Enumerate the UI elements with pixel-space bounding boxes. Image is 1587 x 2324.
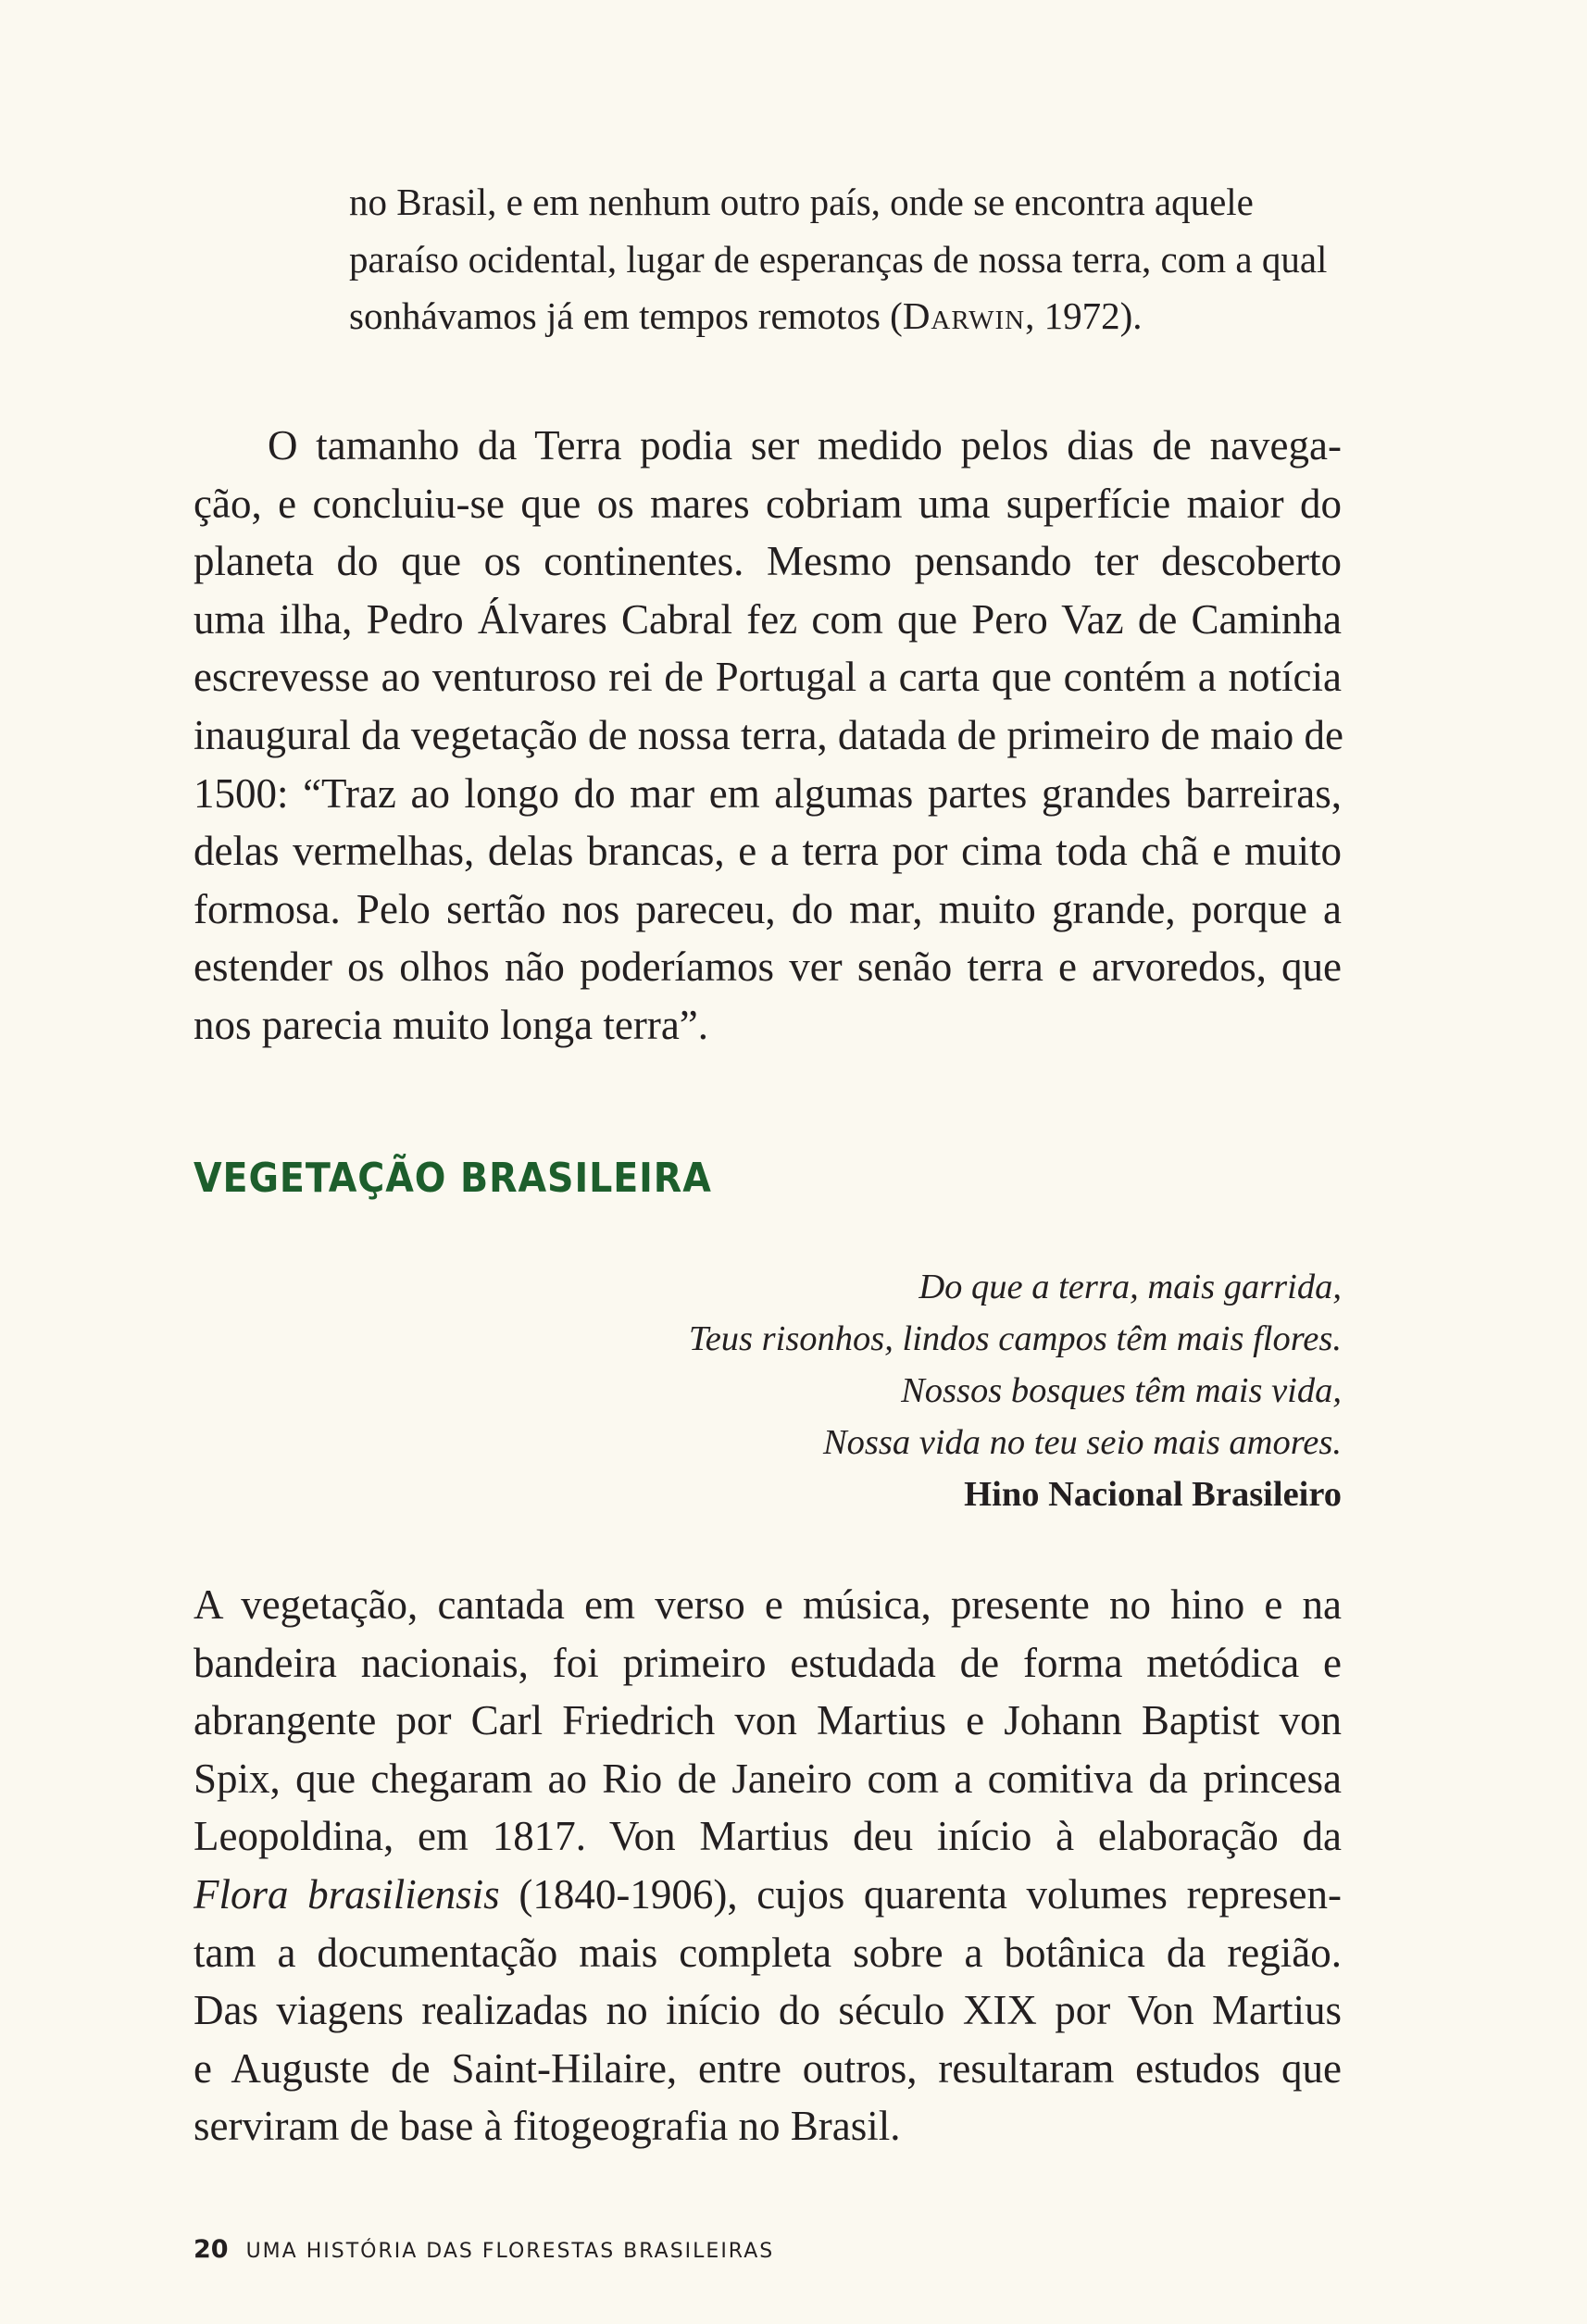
paragraph-line: delas vermelhas, delas brancas, e a terra por cima toda chã e muito	[194, 828, 1342, 875]
paragraph-line: serviram de base à fitogeografia no Brasil.	[194, 2103, 901, 2150]
epigraph	[689, 1261, 1342, 1520]
paragraph-line: nos parecia muito longa terra”.	[194, 1001, 709, 1048]
paragraph-line: A vegetação, cantada em verso e música, presente no hino e na	[194, 1581, 1342, 1628]
paragraph-line: e Auguste de Saint-Hilaire, entre outros, resultaram estudos que	[194, 2044, 1342, 2092]
paragraph-line: bandeira nacionais, foi primeiro estudada de forma metódica e	[194, 1639, 1342, 1686]
paragraph-line: planeta do que os continentes. Mesmo pensando ter descoberto	[194, 538, 1342, 585]
paragraph-line: 1500: “Traz ao longo do mar em algumas partes grandes barreiras,	[194, 769, 1342, 817]
epigraph-verse: Teus risonhos, lindos campos têm mais flores.	[688, 1319, 1342, 1358]
page-footer	[194, 2235, 774, 2264]
paragraph-line: Spix, que chegaram ao Rio de Janeiro com a comitiva da princesa	[194, 1755, 1342, 1802]
body-paragraph	[194, 417, 1342, 1055]
quote-line-last	[349, 288, 1342, 345]
page-number: 20	[194, 2235, 229, 2264]
paragraph-line: estender os olhos não poderíamos ver senão terra e arvoredos, que	[194, 943, 1342, 991]
book-title-italic: Flora brasiliensis	[194, 1870, 500, 1918]
epigraph-verse: Do que a terra, mais garrida,	[918, 1268, 1342, 1306]
paragraph-line: ção, e concluiu-se que os mares cobriam uma superfície maior do	[194, 480, 1342, 527]
paragraph-line: inaugural da vegetação de nossa terra, datada de primeiro de maio de	[194, 711, 1343, 758]
citation-author: Darwin	[902, 294, 1026, 337]
quote-text: sonhávamos já em tempos remotos (	[349, 294, 903, 337]
citation-year: , 1972).	[1025, 294, 1143, 337]
paragraph-line: Das viagens realizadas no início do século XIX por Von Martius	[194, 1987, 1342, 2034]
paragraph-line: abrangente por Carl Friedrich von Martius e Johann Baptist von	[194, 1697, 1342, 1744]
body-paragraph	[194, 1576, 1342, 2155]
paragraph-line: formosa. Pelo sertão nos pareceu, do mar, muito grande, porque a	[194, 885, 1342, 932]
paragraph-line: Leopoldina, em 1817. Von Martius deu início à elaboração da	[194, 1813, 1342, 1860]
quote-line: paraíso ocidental, lugar de esperanças de nossa terra, com a qual	[349, 237, 1328, 281]
quote-line: no Brasil, e em nenhum outro país, onde se encontra aquele	[349, 181, 1254, 223]
epigraph-attribution: Hino Nacional Brasileiro	[964, 1475, 1342, 1514]
epigraph-verse: Nossos bosques têm mais vida,	[901, 1371, 1342, 1410]
section-heading: VEGETAÇÃO BRASILEIRA	[194, 1155, 712, 1202]
epigraph-verse: Nossa vida no teu seio mais amores.	[822, 1423, 1342, 1462]
running-title: UMA HISTÓRIA DAS FLORESTAS BRASILEIRAS	[245, 2240, 775, 2263]
paragraph-text: (1840-1906), cujos quarenta volumes represen-	[499, 1870, 1342, 1918]
block-quote	[349, 174, 1342, 345]
paragraph-line: O tamanho da Terra podia ser medido pelos dias de navega-	[268, 422, 1342, 469]
paragraph-line: uma ilha, Pedro Álvares Cabral fez com que Pero Vaz de Caminha	[194, 595, 1342, 643]
paragraph-line: tam a documentação mais completa sobre a botânica da região.	[194, 1929, 1342, 1976]
paragraph-line: escrevesse ao venturoso rei de Portugal a carta que contém a notícia	[194, 654, 1342, 701]
paragraph-line	[194, 1866, 1342, 1924]
